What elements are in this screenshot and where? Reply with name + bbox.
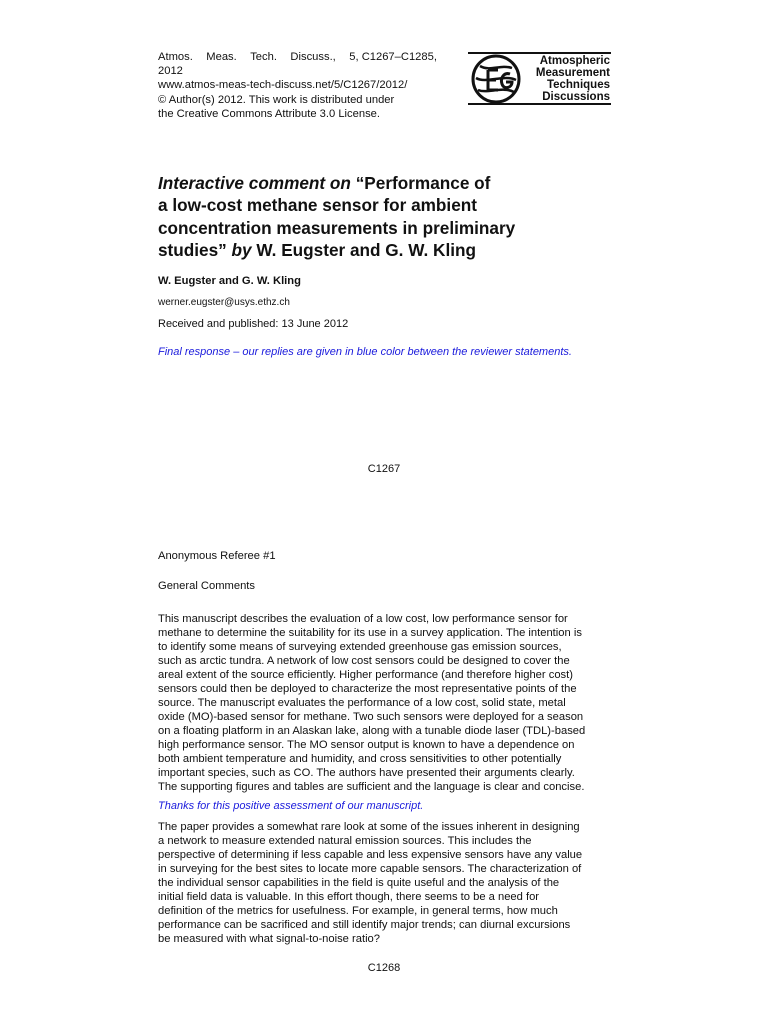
text-line: This manuscript describes the evaluation of a low cost, low performance sensor for — [158, 613, 568, 625]
text-line: sensors could then be deployed to characterize the most representative points of the — [158, 683, 577, 695]
received-date: Received and published: 13 June 2012 — [158, 318, 349, 330]
text-line: source. The manuscript evaluates the performance of a low cost, solid state, metal — [158, 697, 566, 709]
text-line: in surveying for the best sites to locate more capable sensors. The characterization of — [158, 863, 582, 875]
logo-line-2: Measurement — [535, 67, 610, 79]
title-line1-rest: “Performance of — [350, 173, 491, 193]
text-line: performance can be sacrificed and still identify major trends; can diurnal excursions — [158, 919, 571, 931]
text-line: to identify some means of surveying extended greenhouse gas emission sources, — [158, 641, 562, 653]
text-line: The supporting figures and tables are sufficient and the language is clear and concise. — [158, 781, 585, 793]
logo-line-4: Discussions — [542, 91, 610, 103]
author-reply: Thanks for this positive assessment of our manuscript. — [158, 800, 424, 812]
body-paragraph-2 — [158, 820, 618, 946]
title-line-1 — [158, 172, 598, 194]
logo-line-3: Techniques — [546, 79, 610, 91]
text-line: a network to measure extended natural emission sources. This includes the — [158, 835, 532, 847]
text-line: important species, such as CO. The authors have presented their arguments clearly. — [158, 767, 575, 779]
title-line4-end: W. Eugster and G. W. Kling — [251, 240, 477, 261]
citation-journal: Atmos. — [158, 51, 193, 63]
text-line: The paper provides a somewhat rare look at some of the issues inherent in designing — [158, 821, 580, 833]
egu-globe-icon — [470, 54, 522, 104]
text-line: definition of the metrics for usefulness. For example, in general terms, how much — [158, 905, 558, 917]
text-line: both ambient temperature and humidity, and cross sensitivities to other potentially — [158, 753, 562, 765]
title-line-3: concentration measurements in preliminary — [158, 217, 516, 238]
text-line: perspective of determining if less capable and less expensive sensors have any value — [158, 849, 583, 861]
citation-discuss: Discuss., — [290, 51, 336, 63]
section-heading: General Comments — [158, 580, 255, 592]
text-line: be measured with what signal-to-noise ratio? — [158, 933, 381, 945]
author-email[interactable]: werner.eugster@usys.ethz.ch — [158, 297, 290, 308]
authors: W. Eugster and G. W. Kling — [158, 275, 301, 287]
title-line-2: a low-cost methane sensor for ambient — [158, 195, 477, 216]
page-number: C1268 — [367, 962, 401, 974]
page-number: C1267 — [367, 463, 401, 475]
referee-heading: Anonymous Referee #1 — [158, 550, 276, 562]
citation-abbrev: Meas. — [206, 51, 237, 63]
body-paragraph-1 — [158, 612, 618, 794]
logo-bottom-rule — [468, 103, 611, 105]
text-line: oxide (MO)-based sensor for methane. Two such sensors were deployed for a season — [158, 711, 584, 723]
text-line: the individual sensor capabilities in the field is quite useful and the analysis of the — [158, 877, 560, 889]
citation-tech: Tech. — [250, 51, 277, 63]
page-title — [158, 172, 598, 262]
citation-line — [158, 50, 437, 64]
title-prefix: Interactive comment on — [158, 173, 351, 193]
logo-text — [536, 55, 610, 103]
citation-year: 2012 — [158, 65, 183, 78]
text-line: on a floating platform in an Alaskan lake, along with a tunable diode laser (TDL)-based — [158, 725, 586, 737]
title-by: by — [231, 240, 252, 261]
title-line4-start: studies” — [158, 240, 232, 261]
logo-line-1: Atmospheric — [539, 55, 610, 67]
license-line-1: © Author(s) 2012. This work is distributed under — [158, 93, 395, 106]
license-line-2: the Creative Commons Attribute 3.0 License. — [158, 107, 380, 120]
text-line: areal extent of the source efficiently. Higher performance (and therefore higher cost) — [158, 669, 573, 681]
citation-url[interactable]: www.atmos-meas-tech-discuss.net/5/C1267/2012/ — [158, 79, 408, 92]
text-line: initial field data is valuable. In this effort though, there seems to be a need for — [158, 891, 540, 903]
final-response-note: Final response – our replies are given in blue color between the reviewer statements. — [158, 346, 572, 358]
journal-logo — [468, 52, 614, 108]
citation-range: 5, C1267–C1285, — [349, 51, 437, 63]
citation-block — [158, 50, 448, 121]
text-line: methane to determine the suitability for its use in a survey application. The intention is — [158, 627, 582, 639]
title-line-4 — [158, 239, 598, 261]
text-line: high performance sensor. The MO sensor output is known to have a dependence on — [158, 739, 575, 751]
text-line: such as arctic tundra. A network of low cost sensors could be designed to cover the — [158, 655, 570, 667]
